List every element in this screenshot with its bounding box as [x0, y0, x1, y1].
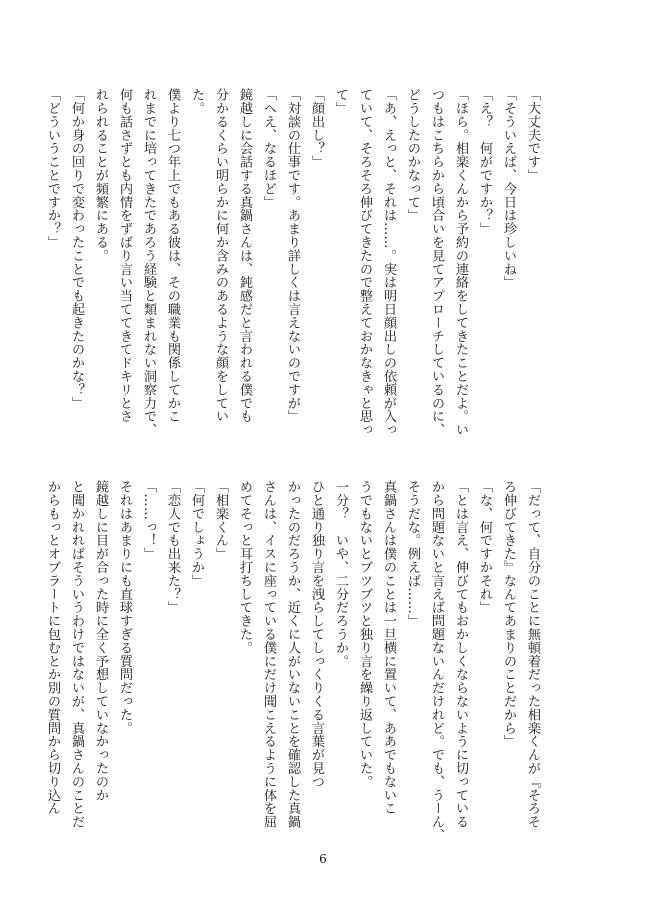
text-column: れられることが頻繁にある。	[93, 88, 108, 263]
text-column: 僕より七つ年上でもある彼は、その職業も関係してかこ	[165, 88, 180, 423]
text-column: 「とは言え、伸びてもおかしくならないように切っている	[453, 480, 468, 829]
text-column: 「相楽くん」	[213, 480, 228, 561]
text-column: 「へえ、なるほど」	[261, 88, 276, 209]
text-column: つもはこちらから頃合いを見てアプローチしているのに、	[429, 88, 444, 437]
text-column: 「何か身の回りで変わったことでも起きたのかな？」	[69, 88, 84, 410]
text-column: それはあまりにも直球すぎる質問だった。	[117, 480, 132, 735]
text-column: 「恋人でも出来た？」	[165, 480, 180, 614]
text-column: さんは、イスに座っている僕にだけ聞こえるように体を屈	[261, 480, 276, 829]
text-column: 「……っ！」	[141, 480, 156, 561]
lower-text-block	[40, 480, 544, 842]
text-column: 「何でしょうか」	[189, 480, 204, 588]
text-column: 「ほら。相楽くんから予約の連絡をしてきたことだよ。い	[453, 88, 468, 437]
text-column: ろ伸びてきた』なんてあまりのことだから」	[501, 480, 516, 748]
text-column: からもっとオブラートに包むとか別の質問から切り込ん	[45, 480, 60, 815]
text-column: 何も話さずとも内情をずばり言い当ててきてドキリとさ	[117, 88, 132, 423]
upper-text-block	[40, 88, 544, 458]
text-column: ていて、そろそろ伸びてきたので整えておかなきゃと思っ	[357, 88, 372, 437]
page-number: 6	[319, 852, 327, 866]
text-column: た。	[189, 88, 204, 115]
text-column: 鏡越しに会話する真鍋さんは、鈍感だと言われる僕でも	[237, 88, 252, 423]
text-column: 「そういえば、今日は珍しいね」	[501, 88, 516, 289]
text-column: そうだな。例えば……」	[405, 480, 420, 628]
text-column: 「だって、自分のことに無頓着だった相楽くんが『そろそ	[525, 480, 540, 829]
text-column: 「え？ 何がですか？」	[477, 88, 492, 236]
text-column: 分かるくらい明らかに何か含みのあるような顔をしてい	[213, 88, 228, 423]
text-column: 一分？ いや、二分だろうか。	[333, 480, 348, 668]
text-column: から問題ないと言えば問題ないんだけれど。でも、うーん、	[429, 480, 444, 842]
text-column: かったのだろうか、近くに人がいないことを確認した真鍋	[285, 480, 300, 829]
text-column: 「どういうことですか？」	[45, 88, 60, 249]
text-column: 鏡越しに目が合った時に全く予想していなかったのか	[93, 480, 108, 802]
text-column: 「大丈夫です」	[525, 88, 540, 182]
text-column: どうしたのかなって」	[405, 88, 420, 222]
text-column: 「顔出し？」	[309, 88, 324, 169]
text-column: て」	[333, 88, 348, 115]
text-column: ひと通り独り言を洩らしてしっくりくる言葉が見つ	[309, 480, 324, 789]
text-column: 真鍋さんは僕のことは一旦横に置いて、ああでもないこ	[381, 480, 396, 815]
text-column: 「な、何ですかそれ」	[477, 480, 492, 614]
text-column: めてそっと耳打ちしてきた。	[237, 480, 252, 655]
text-column: 「あ、えっと、それは……。実は明日顔出しの依頼が入っ	[381, 88, 396, 437]
text-column: れまでに培ってきたであろう経験と類まれない洞察力で、	[141, 88, 156, 437]
text-column: と聞かれればそういうわけではないが、真鍋さんのことだ	[69, 480, 84, 829]
text-column: 「対談の仕事です。あまり詳しくは言えないのですが」	[285, 88, 300, 423]
text-column: うでもないとブツブツと独り言を繰り返していた。	[357, 480, 372, 789]
